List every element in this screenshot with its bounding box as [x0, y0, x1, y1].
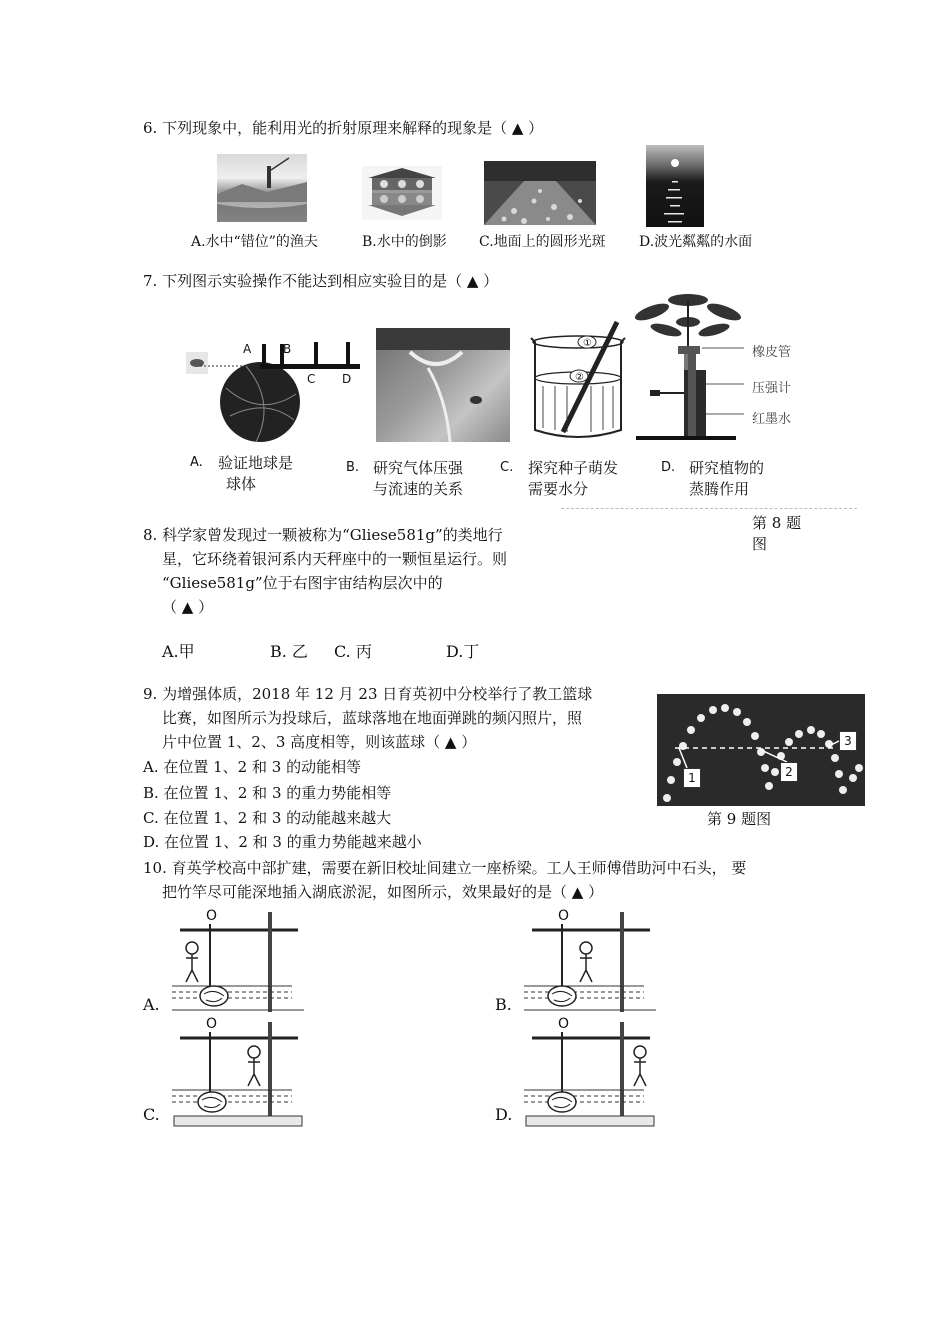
q7-option-d-line2: 蒸腾作用 — [689, 480, 750, 498]
q8-fig-caption-1: 第 8 题 — [752, 514, 802, 532]
q7-option-c-line2: 需要水分 — [528, 480, 589, 498]
q7-stem: 7. 下列图示实验操作不能达到相应实验目的是（ ▲ ） — [143, 272, 499, 290]
q7-option-b-letter: B. — [346, 460, 360, 475]
q10-diagram-b — [524, 908, 656, 1014]
fig-a-label-b: B — [283, 342, 292, 356]
q7-option-b-line1: 研究气体压强 — [373, 459, 464, 477]
fig8-border — [561, 508, 857, 509]
q8-option-a: A.甲 — [162, 642, 195, 661]
q8-line3: “Gliese581g”位于右图宇宙结构层次中的 — [162, 574, 443, 592]
q7-option-a-letter: A. — [190, 455, 203, 470]
q10-line2: 把竹竿尽可能深地插入湖底淤泥，如图所示，效果最好的是（ ▲ ） — [162, 883, 604, 901]
q10-diagram-a — [172, 908, 304, 1014]
q8-option-d: D.丁 — [446, 642, 480, 661]
q9-position-3-label: 3 — [839, 731, 857, 751]
q7-figure-b — [376, 328, 510, 442]
fisherman-photo — [217, 154, 307, 222]
q8-line1: 8. 科学家曾发现过一颗被称为“Gliese581g”的类地行 — [143, 526, 503, 544]
fig-d-label-gauge: 压强计 — [752, 381, 792, 396]
q9-option-a: A. 在位置 1、2 和 3 的动能相等 — [143, 758, 362, 776]
fig-a-label-a: A — [243, 342, 252, 356]
q7-option-b-line2: 与流速的关系 — [373, 480, 464, 498]
q6-option-d: D.波光粼粼的水面 — [639, 234, 753, 250]
q7-figure-d — [632, 290, 744, 440]
q10-diagram-d — [524, 1018, 656, 1130]
q10-c-pivot-label: O — [206, 1016, 218, 1032]
q9-option-d: D. 在位置 1、2 和 3 的重力势能越来越小 — [143, 833, 422, 851]
fig-a-label-d: D — [342, 372, 352, 386]
reflection-photo — [362, 166, 442, 220]
q8-option-b: B. 乙 — [270, 642, 308, 661]
q9-line1: 9. 为增强体质，2018 年 12 月 23 日育英初中分校举行了教工篮球 — [143, 685, 593, 703]
q9-line2: 比赛，如图所示为投球后，蓝球落地在地面弹跳的频闪照片，照 — [162, 709, 583, 727]
q9-position-1-label: 1 — [683, 768, 701, 788]
q8-line4: （ ▲ ） — [162, 598, 214, 616]
q6-option-a: A.水中“错位”的渔夫 — [191, 234, 318, 250]
fig-d-label-ink: 红墨水 — [752, 412, 792, 427]
q10-option-d: D. — [495, 1105, 513, 1124]
q9-fig-caption: 第 9 题图 — [707, 810, 772, 828]
q10-line1: 10. 育英学校高中部扩建，需要在新旧校址间建立一座桥梁。工人王师傅借助河中石头， 要 — [143, 859, 747, 877]
q10-option-c: C. — [143, 1105, 160, 1124]
q8-fig-caption-2: 图 — [752, 535, 768, 553]
svg-text:②: ② — [575, 372, 584, 383]
q7-option-c-letter: C. — [500, 460, 514, 475]
q10-a-pivot-label: O — [206, 908, 218, 924]
q7-figure-a — [186, 338, 366, 450]
light-spots-photo — [484, 161, 596, 225]
sparkling-water-photo — [646, 145, 704, 227]
q9-option-b: B. 在位置 1、2 和 3 的重力势能相等 — [143, 784, 392, 802]
q9-bouncing-ball-photo — [657, 694, 865, 806]
q7-option-c-line1: 探究种子萌发 — [528, 459, 619, 477]
q10-option-a: A. — [143, 995, 160, 1014]
q7-figure-c — [523, 320, 633, 444]
q10-diagram-c — [172, 1018, 304, 1130]
svg-text:①: ① — [583, 338, 592, 349]
q9-line3: 片中位置 1、2、3 高度相等，则该蓝球（ ▲ ） — [162, 733, 477, 751]
q10-option-b: B. — [495, 995, 512, 1014]
fig-a-label-c: C — [307, 372, 316, 386]
fig-d-label-tube: 橡皮管 — [752, 345, 792, 360]
q6-option-c: C.地面上的圆形光斑 — [479, 234, 606, 250]
q6-option-b: B.水中的倒影 — [362, 234, 447, 250]
q7-option-d-letter: D. — [661, 460, 676, 475]
q8-line2: 星，它环绕着银河系内天秤座中的一颗恒星运行。则 — [162, 550, 508, 568]
q7-option-a-line1: 验证地球是 — [218, 454, 294, 472]
q8-option-c: C. 丙 — [334, 642, 372, 661]
q9-option-c: C. 在位置 1、2 和 3 的动能越来越大 — [143, 809, 392, 827]
q7-option-d-line1: 研究植物的 — [689, 459, 765, 477]
q7-option-a-line2: 球体 — [226, 475, 257, 493]
q10-b-pivot-label: O — [558, 908, 570, 924]
q9-position-2-label: 2 — [780, 762, 798, 782]
q10-d-pivot-label: O — [558, 1016, 570, 1032]
q6-stem: 6. 下列现象中，能利用光的折射原理来解释的现象是（ ▲ ） — [143, 119, 544, 137]
